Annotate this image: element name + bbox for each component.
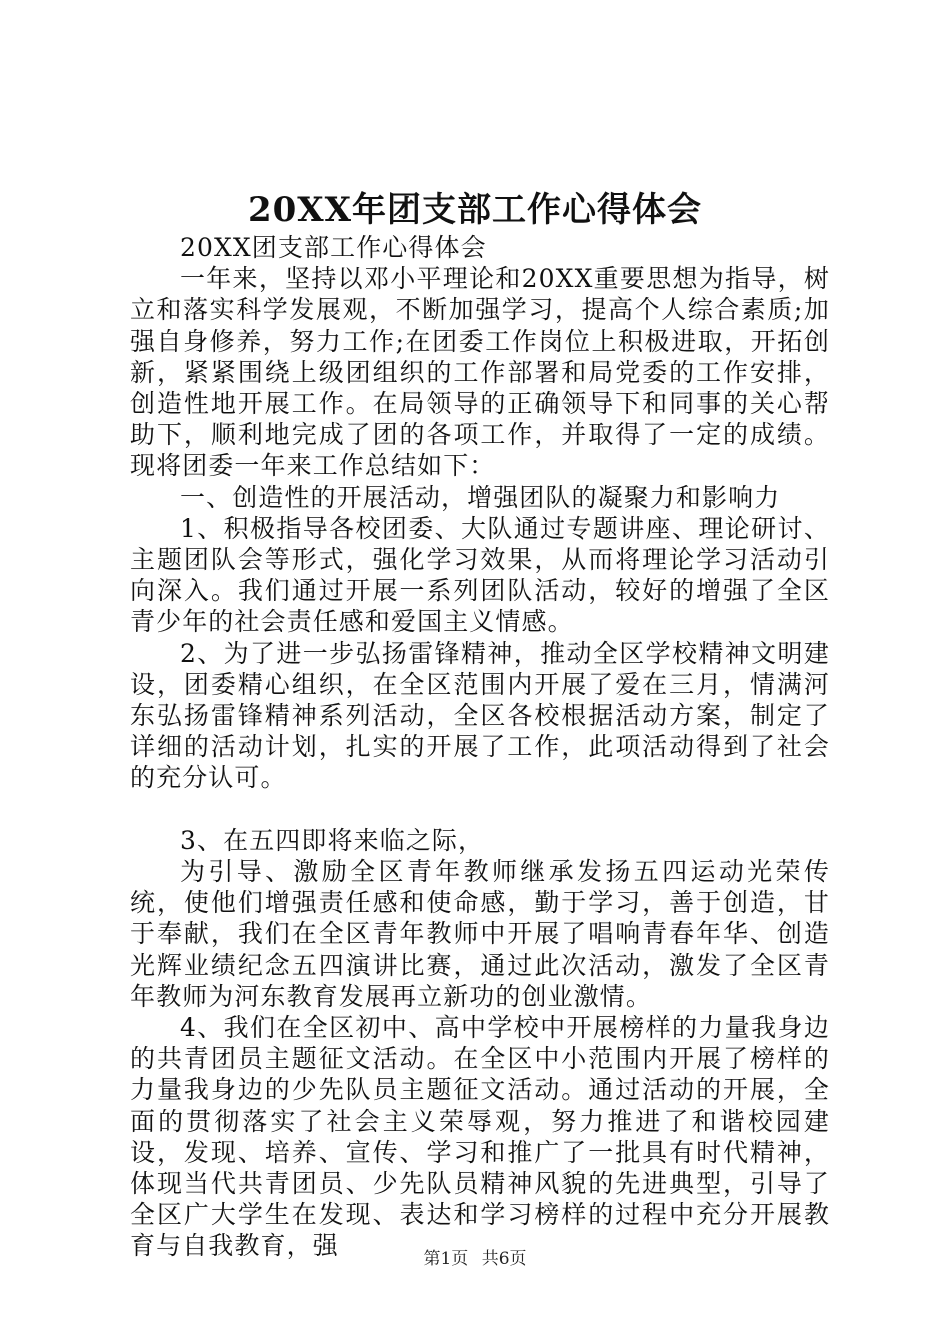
page-footer bbox=[0, 1244, 950, 1269]
document-body bbox=[130, 232, 830, 1262]
paragraph-intro: 一年来，坚持以邓小平理论和20XX重要思想为指导，树立和落实科学发展观，不断加强学习，提高个人综合素质;加强自身修养，努力工作;在团委工作岗位上积极进取，开拓创新，紧紧围绕上级团组织的工作部署和局党委的工作安排，创造性地开展工作。在局领导的正确领导下和同事的关心帮助下，顺利地完成了团的各项工作，并取得了一定的成绩。现将团委一年来工作总结如下： bbox=[130, 264, 830, 481]
paragraph-subtitle: 20XX团支部工作心得体会 bbox=[180, 233, 487, 262]
paragraph-item-3-body: 为引导、激励全区青年教师继承发扬五四运动光荣传统，使他们增强责任感和使命感，勤于学习，善于创造，甘于奉献，我们在全区青年教师中开展了唱响青春年华、创造光辉业绩纪念五四演讲比赛，通过此次活动，激发了全区青年教师为河东教育发展再立新功的创业激情。 bbox=[130, 857, 830, 1011]
paragraph-item-2: 2、为了进一步弘扬雷锋精神，推动全区学校精神文明建设，团委精心组织，在全区范围内开展了爱在三月，情满河东弘扬雷锋精神系列活动，全区各校根据活动方案，制定了详细的活动计划，扎实的开展了工作，此项活动得到了社会的充分认可。 bbox=[130, 638, 830, 793]
document-title: 20XX年团支部工作心得体会 bbox=[247, 190, 703, 230]
paragraph-item-4: 4、我们在全区初中、高中学校中开展榜样的力量我身边的共青团员主题征文活动。在全区中小范围内开展了榜样的力量我身边的少先队员主题征文活动。通过活动的开展，全面的贯彻落实了社会主义荣辱观，努力推进了和谐校园建设，发现、培养、宣传、学习和推广了一批具有时代精神，体现当代共青团员、少先队员精神风貌的先进典型，引导了全区广大学生在发现、表达和学习榜样的过程中充分开展教育与自我教育，强 bbox=[130, 1013, 830, 1261]
paragraph-section-heading: 一、创造性的开展活动，增强团队的凝聚力和影响力 bbox=[180, 482, 781, 512]
paragraph-item-3-lead: 3、在五四即将来临之际， bbox=[180, 825, 485, 855]
page-total: 共6页 bbox=[481, 1249, 527, 1269]
page-number: 第1页 bbox=[423, 1249, 469, 1269]
paragraph-item-1: 1、积极指导各校团委、大队通过专题讲座、理论研讨、主题团队会等形式，强化学习效果，从而将理论学习活动引向深入。我们通过开展一系列团队活动，较好的增强了全区青少年的社会责任感和爱国主义情感。 bbox=[130, 513, 830, 637]
